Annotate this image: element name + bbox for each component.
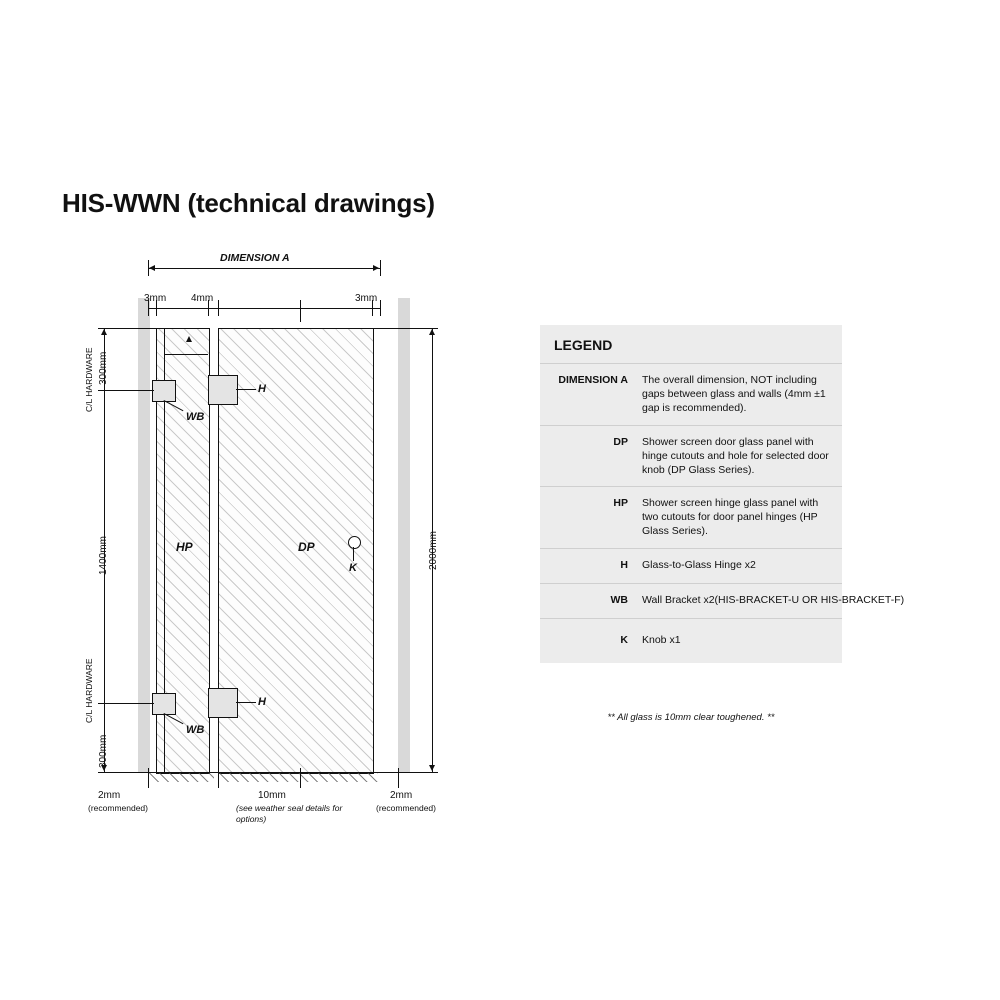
legend-key: H	[620, 558, 628, 571]
door-panel-label: DP	[298, 540, 315, 554]
legend-key: DP	[613, 435, 628, 448]
wall-bracket-bottom	[152, 693, 176, 715]
left-dim-300-top: 300mm	[98, 351, 109, 385]
right-dim-arrow-bottom	[429, 765, 435, 771]
gap-label-4mm: 4mm	[191, 293, 214, 304]
gap-tick-7	[380, 300, 381, 316]
legend-row	[540, 426, 842, 488]
legend-key: HP	[613, 497, 628, 510]
gap-tick-5	[300, 300, 301, 322]
legend-row	[540, 619, 842, 663]
bottom-left-value: 2mm	[98, 790, 121, 801]
legend-key: DIMENSION A	[558, 374, 628, 386]
bottom-right-note: (recommended)	[376, 803, 436, 813]
hinge-bottom-leader	[236, 702, 256, 703]
left-dim-cl-hardware-bottom: C/L HARDWARE	[84, 658, 94, 723]
bottom-tick-left	[148, 768, 149, 788]
hinge-top-label: H	[258, 383, 266, 395]
bottom-tick-mid-1	[218, 768, 219, 788]
gap-label-3mm-left: 3mm	[144, 293, 167, 304]
dimension-a-label: DIMENSION A	[220, 252, 290, 264]
legend-row	[540, 549, 842, 584]
left-dim-ext-1400	[98, 703, 154, 704]
legend-row	[540, 487, 842, 549]
legend-description: Wall Bracket x2(HIS-BRACKET-U OR HIS-BRACKET-F)	[642, 593, 905, 606]
legend-description: Shower screen door glass panel with hinge cutouts and hole for selected door knob (DP Glass Series).	[642, 435, 829, 476]
door-panel-glass	[218, 328, 374, 774]
gap-dim-row	[148, 308, 380, 309]
legend-description: The overall dimension, NOT including gaps between glass and walls (4mm ±1 gap is recommended).	[642, 374, 826, 415]
legend-footnote: ** All glass is 10mm clear toughened. **	[607, 712, 775, 723]
knob-leader	[353, 547, 354, 561]
right-dim-arrow-top	[429, 329, 435, 335]
hinge-bottom	[208, 688, 238, 718]
legend-row	[540, 584, 905, 619]
hinge-top	[208, 375, 238, 405]
wall-right	[398, 298, 410, 772]
legend-row	[540, 364, 842, 426]
gap-label-3mm-right: 3mm	[355, 293, 378, 304]
legend-title: LEGEND	[540, 325, 842, 364]
bottom-left-note: (recommended)	[88, 803, 148, 813]
bottom-tick-right	[398, 768, 399, 788]
bottom-center-note: (see weather seal details for options)	[236, 803, 343, 825]
floor-hatch-right	[218, 773, 378, 782]
hinge-bottom-label: H	[258, 696, 266, 708]
dimension-a-tick-right	[380, 260, 381, 276]
hinge-panel-top-rail	[164, 354, 208, 355]
gap-tick-4	[218, 300, 219, 316]
left-dim-cl-hardware-top: C/L HARDWARE	[84, 347, 94, 412]
legend-key: K	[620, 634, 628, 647]
legend-description: Knob x1	[642, 634, 681, 647]
hinge-panel-arrow	[186, 336, 192, 342]
legend-key: WB	[610, 593, 628, 606]
wall-bracket-top-label: WB	[186, 411, 205, 423]
wall-bracket-top	[152, 380, 176, 402]
technical-drawing	[60, 250, 520, 840]
bottom-tick-mid-2	[300, 768, 301, 788]
knob-circle	[348, 536, 361, 549]
floor-hatch-left	[148, 773, 214, 782]
hinge-panel-label: HP	[176, 540, 193, 554]
page-title: HIS-WWN (technical drawings)	[62, 188, 435, 218]
wall-left	[138, 298, 150, 772]
wall-bracket-bottom-label: WB	[186, 724, 205, 736]
legend-description: Glass-to-Glass Hinge x2	[642, 558, 756, 571]
dimension-a-line	[148, 268, 380, 269]
knob-label: K	[349, 562, 357, 574]
left-dim-arrow-top	[101, 329, 107, 335]
legend-panel	[540, 325, 905, 663]
left-dim-1400: 1400mm	[98, 536, 109, 575]
bottom-center-value: 10mm	[258, 790, 286, 801]
left-dim-300-bottom: 300mm	[98, 734, 109, 768]
right-dim-2000: 2000mm	[428, 531, 439, 570]
hinge-top-leader	[236, 389, 256, 390]
legend-description: Shower screen hinge glass panel with two cutouts for door panel hinges (HP Glass Series).	[642, 497, 819, 538]
bottom-right-value: 2mm	[390, 790, 413, 801]
dimension-a-arrow-right	[373, 265, 379, 271]
dimension-a-arrow-left	[149, 265, 155, 271]
left-dim-ext-300	[98, 390, 154, 391]
